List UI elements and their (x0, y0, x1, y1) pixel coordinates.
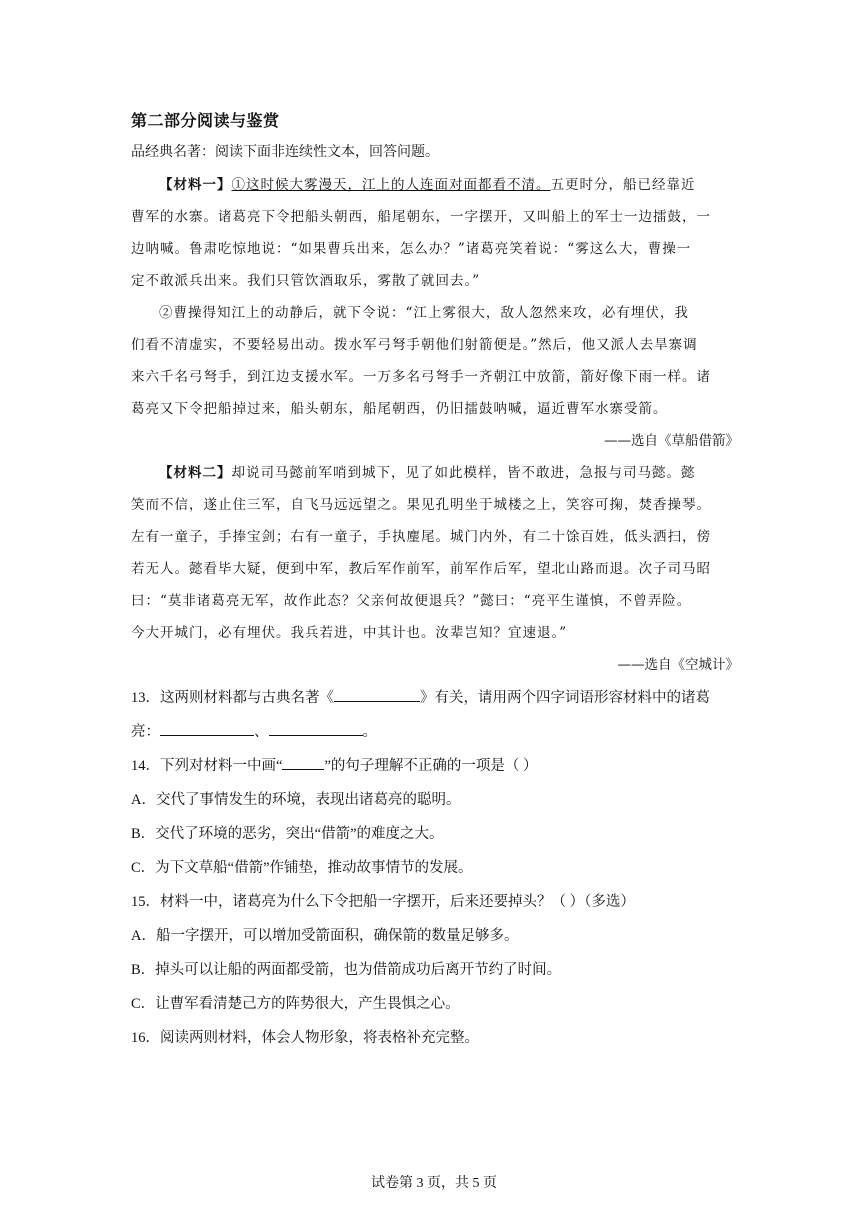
material-two-line: 若无人。懿看毕大疑，便到中军，教后军作前军，前军作后军，望北山路而退。次子司马昭 (131, 561, 711, 577)
questions (131, 681, 739, 1055)
question-15-option-a[interactable]: A．船一字摆开，可以增加受箭面积，确保箭的数量足够多。 (131, 928, 519, 944)
material-one-para2-line: ②曹操得知江上的动静后，就下令说：“江上雾很大，敌人忽然来攻，必有埋伏，我 (159, 305, 689, 321)
material-one-line: 边呐喊。鲁肃吃惊地说：“如果曹兵出来，怎么办？”诸葛亮笑着说：“雾这么大，曹操一 (131, 241, 692, 257)
material-one-line: 定不敢派兵出来。我们只管饮酒取乐，雾散了就回去。” (131, 273, 481, 289)
question-16: 16．阅读两则材料，体会人物形象，将表格补充完整。 (131, 1030, 479, 1046)
material-one-para2-line: 葛亮又下令把船掉过来，船头朝东，船尾朝西，仍旧擂鼓呐喊，逼近曹军水寨受箭。 (131, 401, 668, 417)
answer-blank-word-1[interactable] (160, 721, 254, 736)
question-15: 15．材料一中，诸葛亮为什么下令把船一字摆开，后来还要掉头？（ ）（多选） (131, 894, 635, 910)
material-one-source: ——选自《草船借箭》 (604, 433, 739, 449)
question-14-option-b[interactable]: B．交代了环境的恶劣，突出“借箭”的难度之大。 (131, 826, 444, 842)
material-one-line: 曹军的水寨。诸葛亮下令把船头朝西，船尾朝东，一字摆开，又叫船上的军士一边擂鼓，一 (131, 209, 711, 225)
material-two-line-1 (131, 457, 739, 489)
intro-text: 品经典名著：阅读下面非连续性文本，回答问题。 (131, 145, 439, 160)
question-15-option-c[interactable]: C．让曹军看清楚己方的阵势很大，产生畏惧之心。 (131, 996, 460, 1012)
page-footer: 试卷第 3 页，共 5 页 (371, 1176, 497, 1191)
material-two (131, 457, 739, 681)
question-13-end: 。 (362, 724, 377, 740)
question-13-text-a: 13．这两则材料都与古典名著《 (131, 690, 334, 706)
question-13-separator: 、 (254, 724, 269, 740)
underlined-sentence: ①这时候大雾漫天，江上的人连面对面都看不清。 (231, 177, 551, 193)
material-one-line-1 (131, 169, 739, 201)
underline-placeholder (282, 755, 324, 770)
question-13-line-1 (131, 681, 739, 715)
answer-blank-book[interactable] (334, 687, 420, 702)
question-14 (131, 749, 739, 783)
material-one-para2-line: 们看不清虚实，不要轻易出动。拨水军弓弩手朝他们射箭便是。”然后，他又派人去旱寨调 (131, 337, 698, 353)
question-14-text-b: ”的句子理解不正确的一项是（ ） (324, 758, 538, 774)
answer-blank-word-2[interactable] (269, 721, 363, 736)
question-13-line-2 (131, 715, 739, 749)
material-two-line: 左有一童子，手捧宝剑；右有一童子，手执麈尾。城门内外，有二十馀百姓，低头洒扫，傍 (131, 529, 711, 545)
material-two-line: 笑而不信，遂止住三军，自飞马远远望之。果见孔明坐于城楼之上，笑容可掬，焚香操琴。 (131, 497, 711, 513)
material-two-line: 曰：“莫非诸葛亮无军，故作此态？父亲何故便退兵？”懿曰：“亮平生谨慎，不曾弄险。 (131, 593, 692, 609)
question-14-option-c[interactable]: C．为下文草船“借箭”作铺垫，推动故事情节的发展。 (131, 860, 473, 876)
question-13-text-c: 亮： (131, 724, 160, 740)
question-14-option-a[interactable]: A．交代了事情发生的环境，表现出诸葛亮的聪明。 (131, 792, 461, 808)
material-one-line-1-rest: 五更时分，船已经靠近 (550, 177, 696, 193)
material-two-line: 今大开城门，必有埋伏。我兵若进，中其计也。汝辈岂知？宜速退。” (131, 625, 568, 641)
question-15-option-b[interactable]: B．掉头可以让船的两面都受箭，也为借箭成功后离开节约了时间。 (131, 962, 562, 978)
question-14-text-a: 14．下列对材料一中画“ (131, 758, 283, 774)
material-one (131, 169, 739, 457)
material-one-tag: 【材料一】 (159, 177, 232, 193)
material-two-source: ——选自《空城计》 (617, 657, 739, 673)
material-two-line-1-rest: 却说司马懿前军哨到城下，见了如此模样，皆不敢进，急报与司马懿。懿 (231, 465, 696, 481)
material-one-para2-line: 来六千名弓弩手，到江边支援水军。一万多名弓弩手一齐朝江中放箭，箭好像下雨一样。诸 (131, 369, 711, 385)
section-title: 第二部分阅读与鉴赏 (131, 111, 280, 130)
material-two-tag: 【材料二】 (159, 465, 232, 481)
question-13-text-b: 》有关，请用两个四字词语形容材料中的诸葛 (420, 690, 710, 706)
page-content (131, 108, 739, 1055)
